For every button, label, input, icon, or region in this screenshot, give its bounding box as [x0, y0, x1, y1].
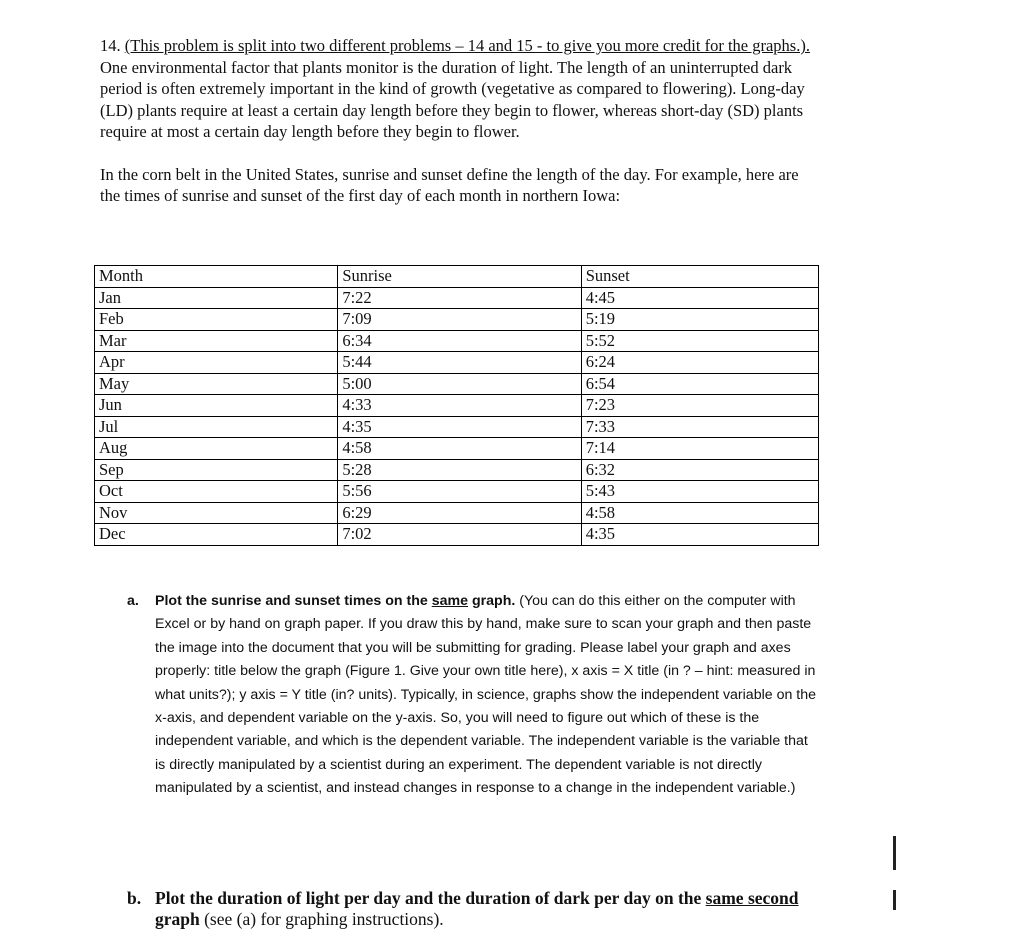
table-row	[95, 352, 819, 374]
table-header-row	[95, 266, 819, 288]
month-cell: Jan	[95, 287, 338, 309]
sunset-cell: 7:14	[581, 438, 818, 460]
sunset-cell: 7:23	[581, 395, 818, 417]
sunrise-cell: 6:34	[338, 330, 581, 352]
question-a-bold-pre: Plot the sunrise and sunset times on the	[155, 593, 432, 609]
sunrise-cell: 6:29	[338, 502, 581, 524]
problem-number: 14.	[100, 36, 121, 55]
question-b-instructions: (see (a) for graphing instructions).	[199, 909, 444, 929]
scan-edge-mark	[893, 836, 896, 870]
sunset-cell: 4:58	[581, 502, 818, 524]
table-row	[95, 373, 819, 395]
sunrise-cell: 4:58	[338, 438, 581, 460]
sunrise-cell: 7:09	[338, 309, 581, 331]
sunset-cell: 7:33	[581, 416, 818, 438]
table-row	[95, 438, 819, 460]
sunrise-sunset-table	[94, 265, 819, 546]
sunset-cell: 4:35	[581, 524, 818, 546]
question-a-bold-emphasis: same	[431, 593, 469, 609]
table-row	[95, 416, 819, 438]
month-cell: Nov	[95, 502, 338, 524]
month-cell: Mar	[95, 330, 338, 352]
table-row	[95, 459, 819, 481]
month-cell: May	[95, 373, 338, 395]
month-cell: Sep	[95, 459, 338, 481]
month-cell: Jun	[95, 395, 338, 417]
month-cell: Aug	[95, 438, 338, 460]
table-row	[95, 395, 819, 417]
sunrise-cell: 4:35	[338, 416, 581, 438]
table-body	[95, 266, 819, 546]
sunset-cell: 6:24	[581, 352, 818, 374]
question-b-label: b.	[127, 888, 142, 908]
sunrise-cell: 5:56	[338, 481, 581, 503]
sunset-cell: 4:45	[581, 287, 818, 309]
sunrise-cell: 7:02	[338, 524, 581, 546]
sunset-cell: 5:52	[581, 330, 818, 352]
month-cell: Feb	[95, 309, 338, 331]
table-row	[95, 309, 819, 331]
sunrise-cell: 5:28	[338, 459, 581, 481]
question-b-bold-emphasis: same second	[705, 888, 799, 908]
sunrise-cell: 5:00	[338, 373, 581, 395]
question-a-bold-post: graph.	[468, 593, 516, 609]
month-cell: Apr	[95, 352, 338, 374]
question-b-bold-pre: Plot the duration of light per day and the duration of dark per day on the	[155, 888, 706, 908]
header-sunrise: Sunrise	[338, 266, 581, 288]
table-row	[95, 481, 819, 503]
scan-edge-mark	[893, 890, 896, 910]
question-a	[127, 590, 817, 801]
question-a-instructions: (You can do this either on the computer with Excel or by hand on graph paper. If you draw this by hand, make sure to scan your graph and then paste the image into the document that you will be submitting for grading. Please label your graph and axes properly: title below the graph (Figure 1. Give your own title here), x axis = X title (in ? – hint: measured in what units?); y axis = Y title (in? units). Typically, in science, graphs show the independent variable on the x-axis, and dependent variable on the y-axis. So, you will need to figure out which of these is the independent variable, and which is the dependent variable. The independent variable is the variable that is directly manipulated by a scientist during an experiment. The dependent variable is not directly manipulated by a scientist, and instead changes in response to a change in the independent variable.)	[155, 593, 817, 797]
sunset-cell: 5:19	[581, 309, 818, 331]
header-month: Month	[95, 266, 338, 288]
header-sunset: Sunset	[581, 266, 818, 288]
sunrise-cell: 4:33	[338, 395, 581, 417]
problem-intro-text: One environmental factor that plants monitor is the duration of light. The length of an uninterrupted dark period is often extremely important in the kind of growth (vegetative as compared to flowering). Long-day (LD) plants require at least a certain day length before they begin to flower, whereas short-day (SD) plants require at most a certain day length before they begin to flower.	[100, 57, 805, 141]
question-a-body	[155, 590, 817, 801]
month-cell: Dec	[95, 524, 338, 546]
question-a-label: a.	[127, 593, 139, 609]
sunset-cell: 6:32	[581, 459, 818, 481]
sunrise-cell: 5:44	[338, 352, 581, 374]
table-row	[95, 524, 819, 546]
sunset-cell: 6:54	[581, 373, 818, 395]
question-b	[127, 888, 817, 930]
problem-note: (This problem is split into two different problems – 14 and 15 - to give you more credit for the graphs.).	[124, 36, 810, 55]
problem-intro	[100, 35, 820, 207]
question-b-bold-post: graph	[155, 909, 200, 929]
sunrise-cell: 7:22	[338, 287, 581, 309]
table-row	[95, 330, 819, 352]
problem-paragraph-1	[100, 35, 820, 143]
table-row	[95, 502, 819, 524]
question-b-body	[155, 888, 817, 930]
sunset-cell: 5:43	[581, 481, 818, 503]
problem-paragraph-2: In the corn belt in the United States, sunrise and sunset define the length of the day. For example, here are the times of sunrise and sunset of the first day of each month in northern Iowa:	[100, 164, 799, 205]
month-cell: Oct	[95, 481, 338, 503]
month-cell: Jul	[95, 416, 338, 438]
table-row	[95, 287, 819, 309]
